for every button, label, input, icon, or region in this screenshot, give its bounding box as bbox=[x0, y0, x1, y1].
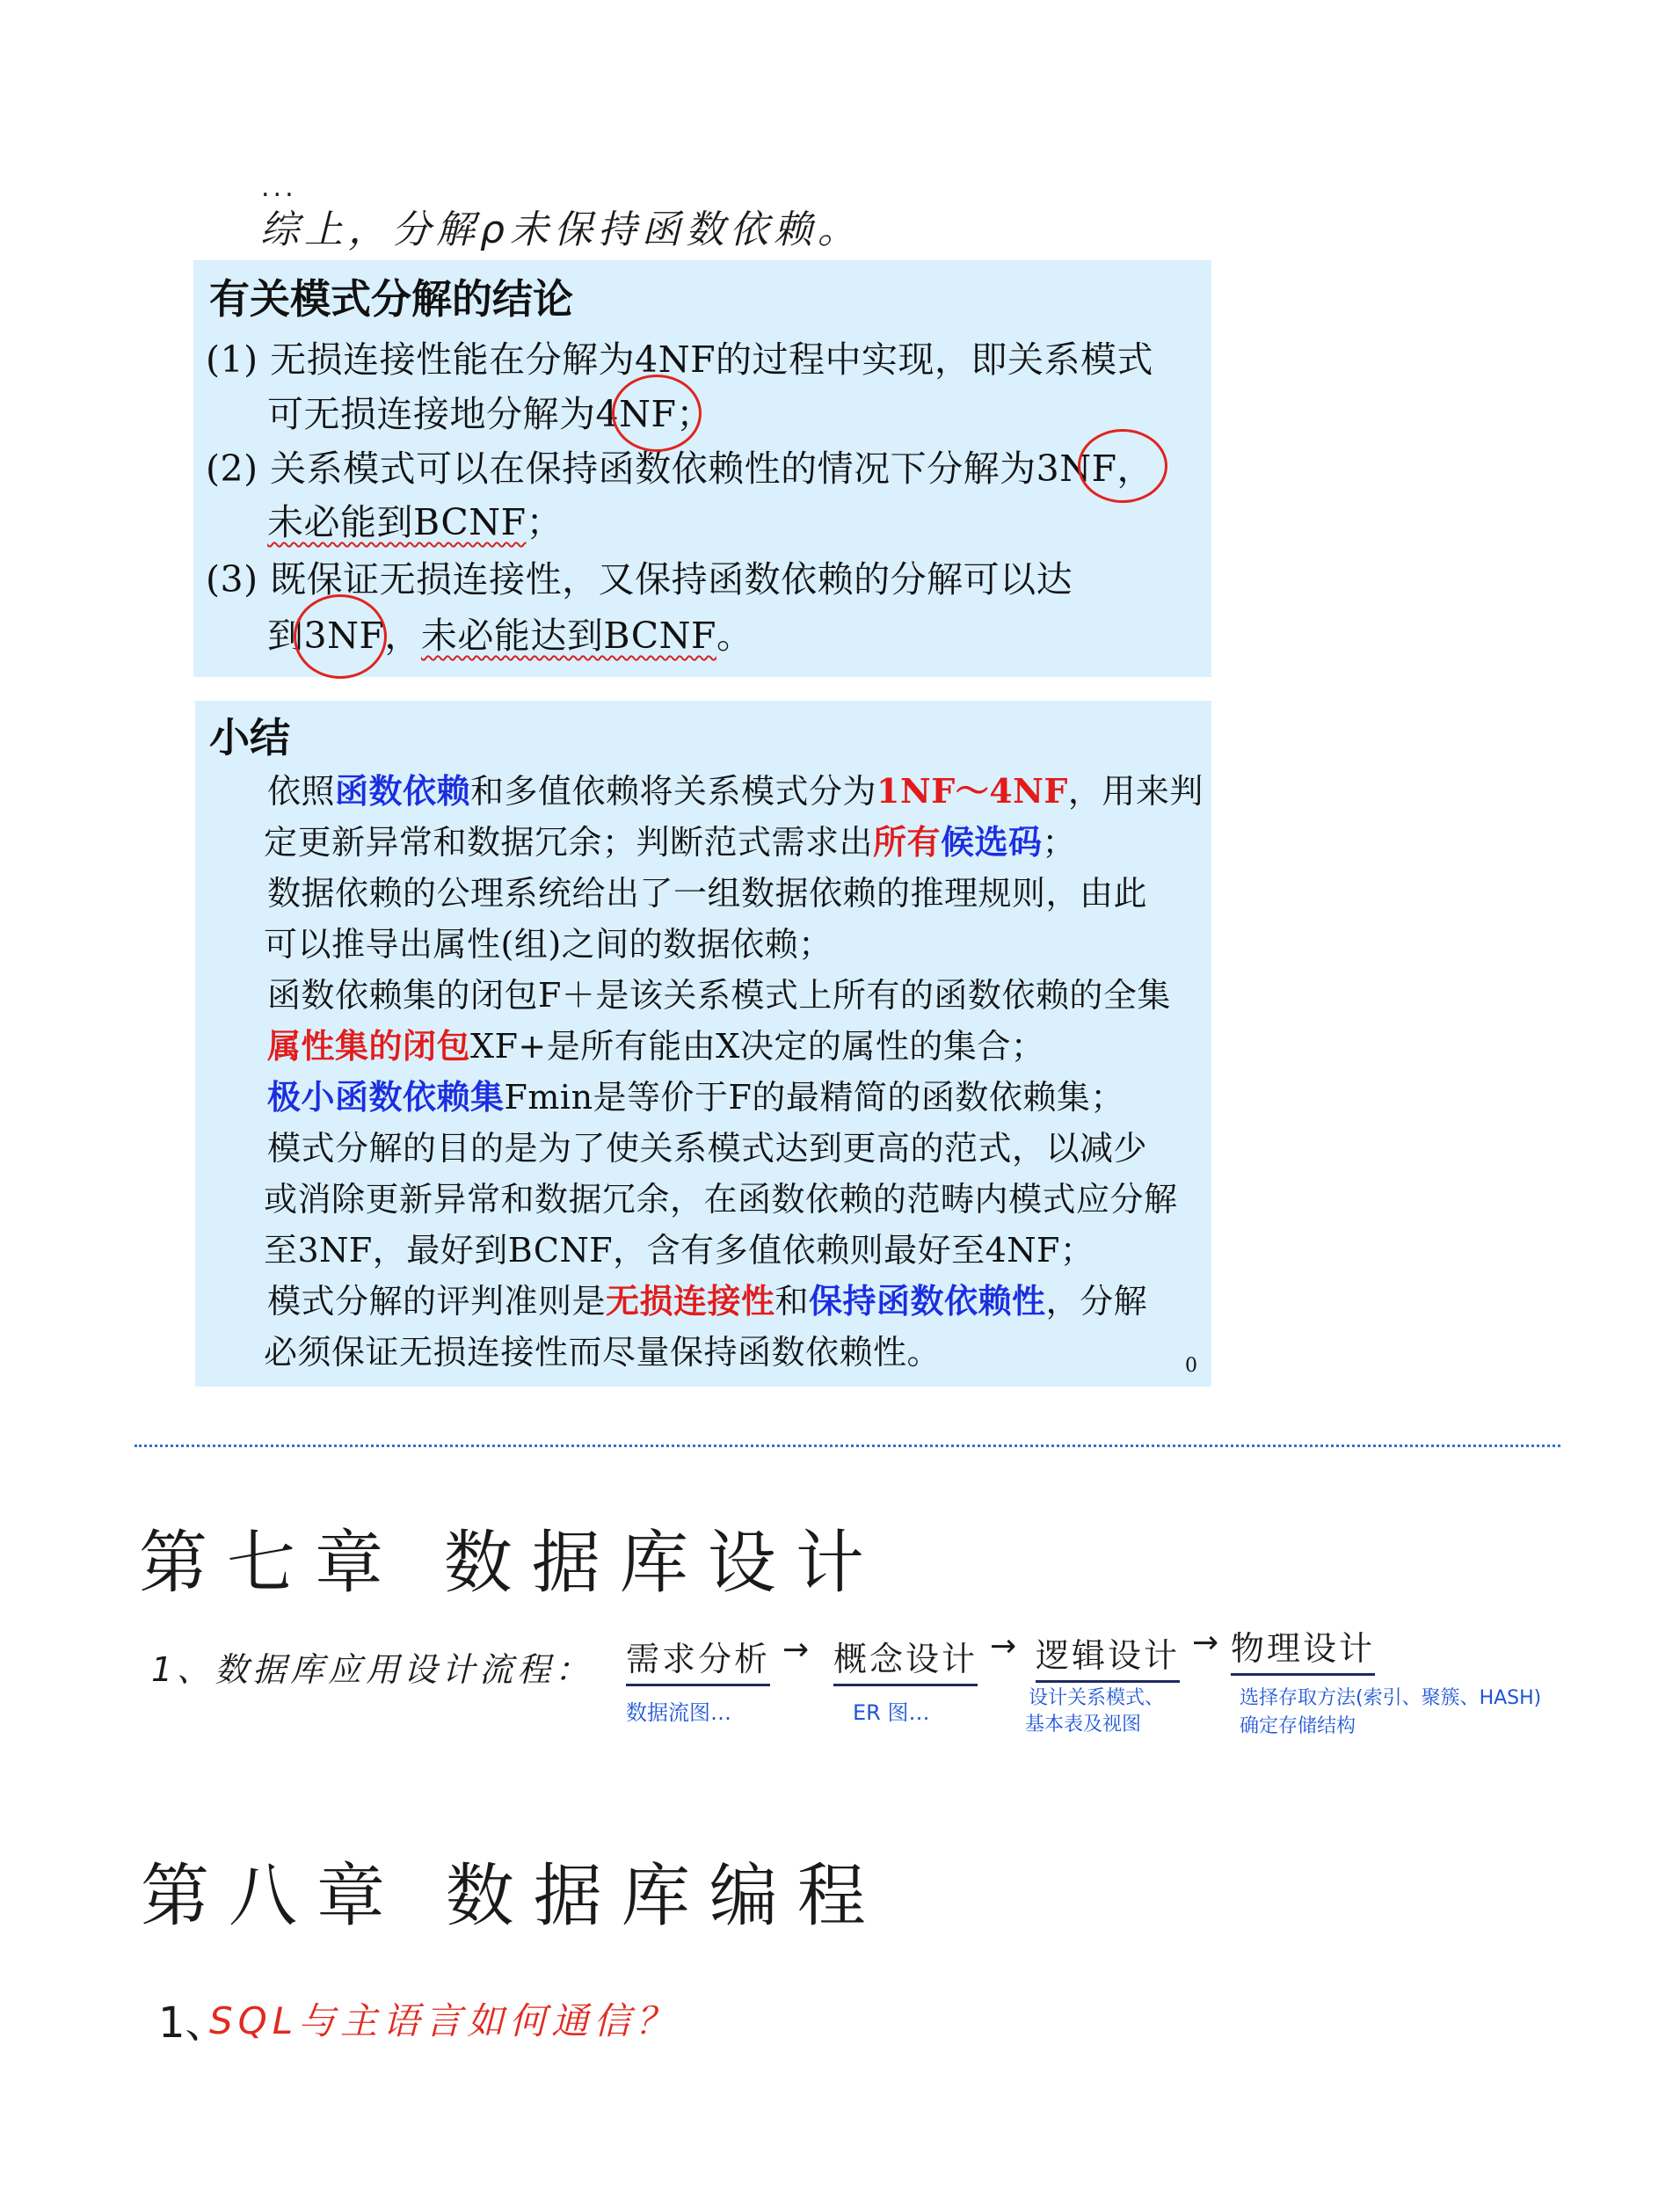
highlight-dependency-preservation: 保持函数依赖性 bbox=[809, 1281, 1046, 1321]
slide-page-number: 0 bbox=[1185, 1355, 1198, 1377]
conclusion-line-4-end: ； bbox=[526, 501, 564, 543]
arrow-icon: → bbox=[990, 1628, 1017, 1664]
red-circle-annotation bbox=[612, 375, 702, 452]
chapter-8-title: 第八章 数据库编程 bbox=[141, 1857, 885, 1936]
summary-line-9: 或消除更新异常和数据冗余，在函数依赖的范畴内模式应分解 bbox=[264, 1180, 1178, 1219]
step-conceptual-design: 概念设计 bbox=[833, 1632, 978, 1686]
note-storage-structure: 确定存储结构 bbox=[1240, 1715, 1356, 1737]
chapter-8-item-number: 1、 bbox=[158, 1998, 228, 2048]
conclusion-line-5: (3) 既保证无损连接性，又保持函数依赖的分解可以达 bbox=[206, 558, 1073, 600]
summary-line-8: 模式分解的目的是为了使关系模式达到更高的范式，以减少 bbox=[267, 1129, 1148, 1168]
highlight-1nf-4nf: 1NF～4NF bbox=[876, 771, 1068, 811]
summary-text: XF+是所有能由X决定的属性的集合； bbox=[470, 1027, 1045, 1066]
note-relational-schema: 设计关系模式、 bbox=[1029, 1687, 1165, 1709]
red-circle-annotation bbox=[294, 594, 387, 679]
conclusion-line-6-end: 。 bbox=[716, 615, 753, 657]
summary-text: 和多值依赖将关系模式分为 bbox=[470, 772, 877, 811]
summary-text: 模式分解的评判准则是 bbox=[267, 1282, 607, 1321]
note-access-methods: 选择存取方法(索引、聚簇、HASH) bbox=[1240, 1687, 1542, 1709]
page-divider bbox=[135, 1445, 1560, 1447]
slide-conclusions bbox=[193, 260, 1211, 677]
top-note-dots: ... bbox=[261, 172, 297, 203]
db-design-process-label: 1、数据库应用设计流程： bbox=[151, 1650, 593, 1689]
slide-summary-heading: 小结 bbox=[209, 714, 290, 761]
step-physical-design: 物理设计 bbox=[1231, 1621, 1375, 1676]
sql-host-language-question: SQL与主语言如何通信？ bbox=[209, 1999, 679, 2042]
highlight-attribute-closure: 属性集的闭包 bbox=[267, 1026, 471, 1066]
chapter-7-title: 第七章 数据库设计 bbox=[139, 1524, 884, 1603]
summary-text: ，分解 bbox=[1045, 1282, 1148, 1321]
summary-line-12: 必须保证无损连接性而尽量保持函数依赖性。 bbox=[264, 1333, 942, 1372]
circled-3nf-b: 3NF bbox=[303, 615, 385, 657]
conclusion-line-4 bbox=[267, 493, 563, 545]
summary-text: 和 bbox=[775, 1282, 810, 1321]
conclusion-line-3-text: (2) 关系模式可以在保持函数依赖性的情况下分解为 bbox=[206, 448, 1036, 490]
step-logical-design: 逻辑设计 bbox=[1036, 1628, 1180, 1683]
summary-line-4: 可以推导出属性(组)之间的数据依赖； bbox=[264, 925, 833, 964]
summary-line-1 bbox=[267, 764, 1204, 812]
summary-text: Fmin是等价于F的最精简的函数依赖集； bbox=[504, 1078, 1124, 1117]
note-data-flow-diagram: 数据流图… bbox=[626, 1700, 731, 1725]
summary-line-3: 数据依赖的公理系统给出了一组数据依赖的推理规则，由此 bbox=[267, 874, 1148, 913]
summary-line-7 bbox=[267, 1070, 1124, 1118]
summary-text: ，用来判 bbox=[1067, 772, 1204, 811]
conclusion-line-3 bbox=[206, 440, 1153, 491]
conclusion-line-3-end: ， bbox=[1116, 448, 1154, 490]
wavy-underlined-bcnf-a: 未必能到BCNF bbox=[267, 501, 527, 543]
conclusion-line-6-text: 到 bbox=[267, 615, 304, 657]
circled-4nf: 4NF bbox=[595, 393, 677, 435]
conclusion-line-2-text: 可无损连接地分解为 bbox=[267, 393, 596, 435]
top-note-conclusion: 综上，分解ρ未保持函数依赖。 bbox=[260, 207, 862, 252]
highlight-minimal-cover: 极小函数依赖集 bbox=[267, 1077, 505, 1117]
arrow-icon: → bbox=[782, 1632, 810, 1668]
highlight-lossless-join: 无损连接性 bbox=[606, 1281, 775, 1321]
step-requirements-analysis: 需求分析 bbox=[626, 1632, 770, 1686]
summary-text: ； bbox=[1042, 823, 1077, 862]
arrow-icon: → bbox=[1192, 1625, 1219, 1661]
summary-text: 定更新异常和数据冗余；判断范式需求出 bbox=[264, 823, 874, 862]
conclusion-line-6-mid: ， bbox=[384, 615, 421, 657]
note-er-diagram: ER 图… bbox=[853, 1700, 930, 1725]
summary-line-5: 函数依赖集的闭包F＋是该关系模式上所有的函数依赖的全集 bbox=[267, 976, 1171, 1015]
conclusion-line-1: (1) 无损连接性能在分解为4NF的过程中实现，即关系模式 bbox=[206, 338, 1154, 381]
summary-line-11 bbox=[267, 1274, 1147, 1322]
summary-text: 依照 bbox=[267, 772, 336, 811]
slide-summary bbox=[195, 701, 1211, 1386]
slide-conclusions-heading: 有关模式分解的结论 bbox=[209, 275, 573, 323]
red-circle-annotation bbox=[1078, 429, 1167, 503]
highlight-functional-dependency: 函数依赖 bbox=[335, 771, 471, 811]
note-base-tables-views: 基本表及视图 bbox=[1025, 1714, 1142, 1736]
summary-line-10: 至3NF，最好到BCNF，含有多值依赖则最好至4NF； bbox=[264, 1231, 1095, 1270]
circled-3nf-a: 3NF bbox=[1036, 448, 1117, 490]
conclusion-line-2-end: ； bbox=[676, 393, 713, 435]
summary-line-6 bbox=[267, 1019, 1044, 1067]
wavy-underlined-bcnf-b: 未必能达到BCNF bbox=[420, 615, 717, 657]
highlight-candidate-keys: 候选码 bbox=[941, 822, 1043, 862]
highlight-all: 所有 bbox=[873, 822, 942, 862]
summary-line-2 bbox=[264, 815, 1076, 863]
